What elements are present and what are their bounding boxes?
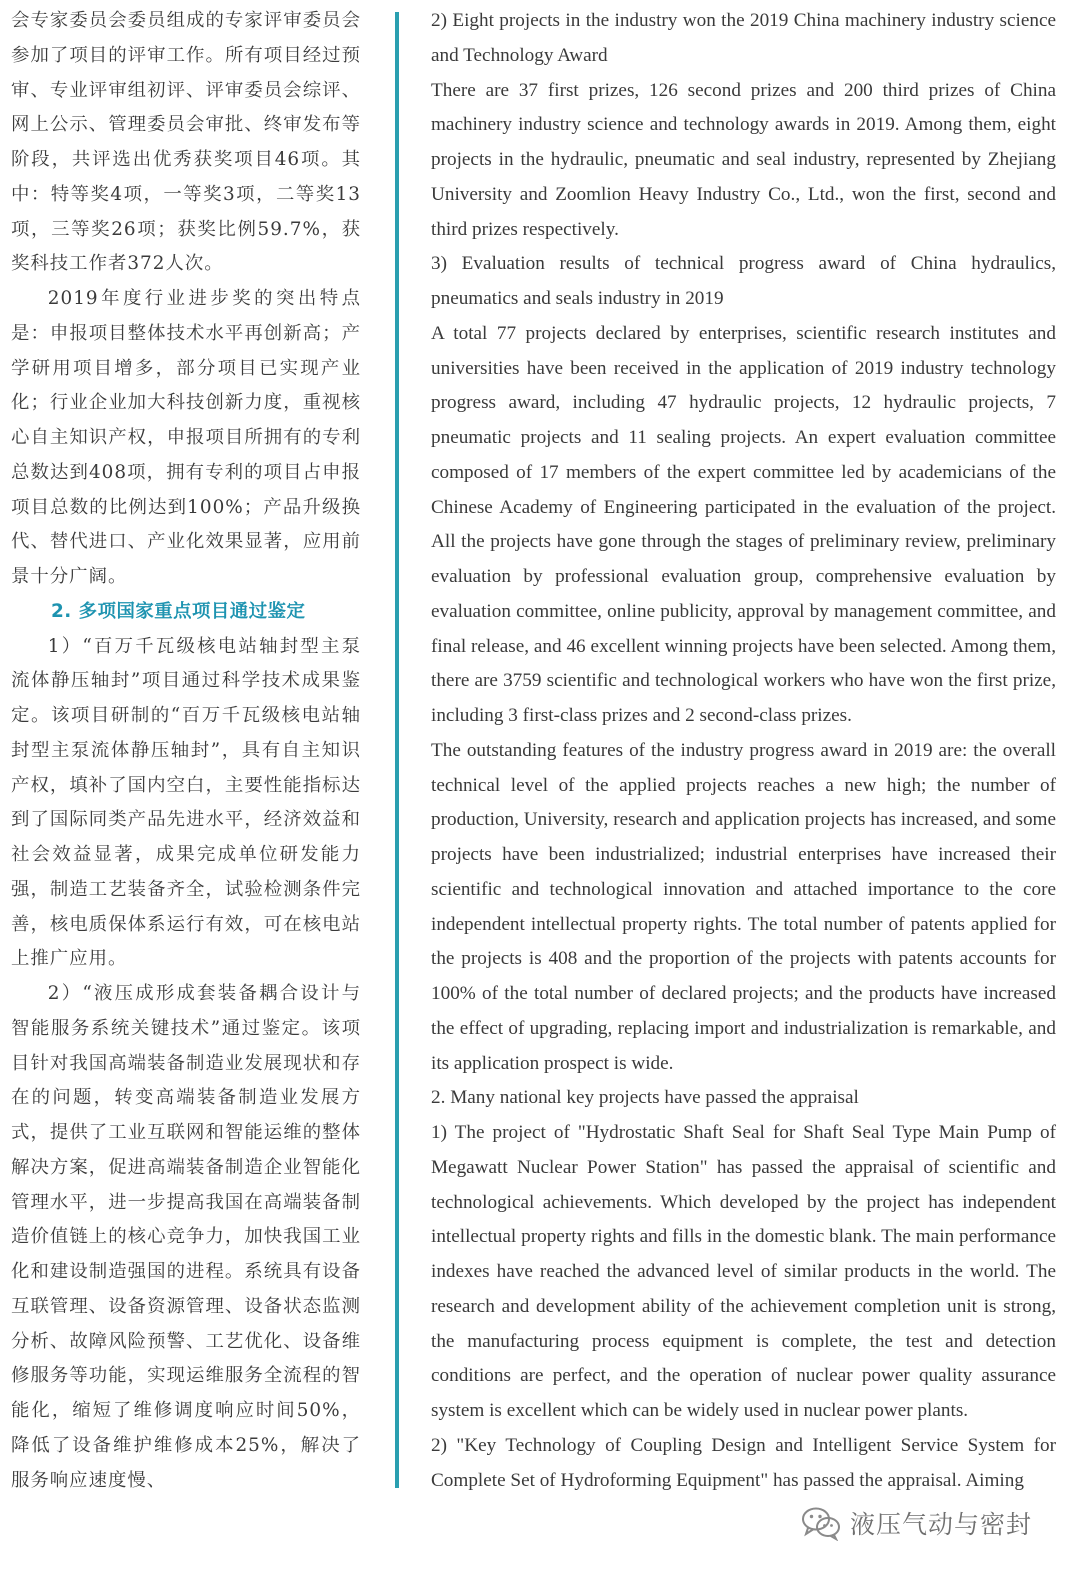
en-paragraph-features: The outstanding features of the industry progress award in 2019 are: the overall technical level of the applied projects reaches a new high; the number of production, University, research and application projects has increased, and some projects have been industrialized; industrial enterprises have increased their scientific and technological innovation and attached importance to the core independent intellectual property rights. The total number of patents applied for the projects is 408 and the proportion of the projects with patents accounts for 100% of the total number of declared projects; and the products have increased the effect of upgrading, replacing import and industrialization is remarkable, and its application prospect is wide. [431, 739, 1056, 1074]
watermark [800, 1503, 1032, 1543]
cn-section-heading: 2. 多项国家重点项目通过鉴定 [51, 600, 306, 622]
en-heading-awards: 2) Eight projects in the industry won the 2019 China machinery industry science and Technology Award [431, 10, 1056, 66]
wechat-logo-icon [800, 1505, 842, 1541]
en-paragraph-awards: There are 37 first prizes, 126 second prizes and 200 third prizes of China machinery industry science and technology awards in 2019. Among them, eight projects in the hydraulic, pneumatic and seal industry, represented by Zhejiang University and Zoomlion Heavy Industry Co., Ltd., won the first, second and third prizes respectively. [431, 79, 1056, 240]
chinese-column [11, 4, 361, 1498]
cn-paragraph-4: 2）“液压成形成套装备耦合设计与智能服务系统关键技术”通过鉴定。该项目针对我国高端装备制造业发展现状和存在的问题，转变高端装备制造业发展方式，提供了工业互联网和智能运维的整体解决方案，促进高端装备制造企业智能化管理水平，进一步提高我国在高端装备制造价值链上的核心竞争力，加快我国工业化和建设制造强国的进程。系统具有设备互联管理、设备资源管理、设备状态监测分析、故障风险预警、工艺优化、设备维修服务等功能，实现运维服务全流程的智能化，缩短了维修调度响应时间50%，降低了设备维护维修成本25%，解决了服务响应速度慢、 [11, 983, 361, 1491]
en-paragraph-project-1: 1) The project of "Hydrostatic Shaft Seal for Shaft Seal Type Main Pump of Megawatt Nuclear Power Station" has passed the appraisal of scientific and technological achievements. Which developed by the project has independent intellectual property rights and fills in the domestic blank. The main performance indexes have reached the advanced level of similar products in the world. The research and development ability of the achievement completion unit is strong, the manufacturing process equipment is complete, the test and detection conditions are perfect, and the operation of nuclear power quality assurance system is excellent which can be widely used in nuclear power plants. [431, 1122, 1056, 1421]
en-heading-evaluation: 3) Evaluation results of technical progress award of China hydraulics, pneumatics and seals industry in 2019 [431, 253, 1056, 309]
cn-paragraph-1: 会专家委员会委员组成的专家评审委员会参加了项目的评审工作。所有项目经过预审、专业评审组初评、评审委员会综评、网上公示、管理委员会审批、终审发布等阶段，共评选出优秀获奖项目46项。其中：特等奖4项，一等奖3项，二等奖13项，三等奖26项；获奖比例59.7%，获奖科技工作者372人次。 [11, 10, 361, 275]
en-paragraph-evaluation: A total 77 projects declared by enterprises, scientific research institutes and universities have been received in the application of 2019 industry technology progress award, including 47 hydraulic projects, 12 hydraulic projects, 7 pneumatic projects and 11 sealing projects. An expert evaluation committee composed of 17 members of the expert committee led by academicians of the Chinese Academy of Engineering participated in the evaluation of the project. All the projects have gone through the stages of preliminary review, preliminary evaluation by professional evaluation group, comprehensive evaluation by evaluation committee, online publicity, approval by management committee, and final release, and 46 excellent winning projects have been selected. Among them, there are 3759 scientific and technological workers who have won the first prize, including 3 first-class prizes and 2 second-class prizes. [431, 322, 1056, 726]
watermark-text: 液压气动与密封 [850, 1510, 1033, 1539]
en-section-heading: 2. Many national key projects have passed the appraisal [431, 1087, 859, 1109]
en-paragraph-project-2: 2) "Key Technology of Coupling Design and Intelligent Service System for Complete Set of Hydroforming Equipment" has passed the appraisal. Aiming [431, 1434, 1056, 1491]
english-column [431, 4, 1056, 1498]
cn-paragraph-3: 1）“百万千瓦级核电站轴封型主泵流体静压轴封”项目通过科学技术成果鉴定。该项目研制的“百万千瓦级核电站轴封型主泵流体静压轴封”，具有自主知识产权，填补了国内空白，主要性能指标达到了国际同类产品先进水平，经济效益和社会效益显著，成果完成单位研发能力强，制造工艺装备齐全，试验检测条件完善，核电质保体系运行有效，可在核电站上推广应用。 [11, 635, 361, 970]
cn-paragraph-2: 2019年度行业进步奖的突出特点是：申报项目整体技术水平再创新高；产学研用项目增多，部分项目已实现产业化；行业企业加大科技创新力度，重视核心自主知识产权，申报项目所拥有的专利总数达到408项，拥有专利的项目占申报项目总数的比例达到100%；产品升级换代、替代进口、产业化效果显著，应用前景十分广阔。 [11, 288, 361, 587]
column-divider [395, 12, 399, 1488]
